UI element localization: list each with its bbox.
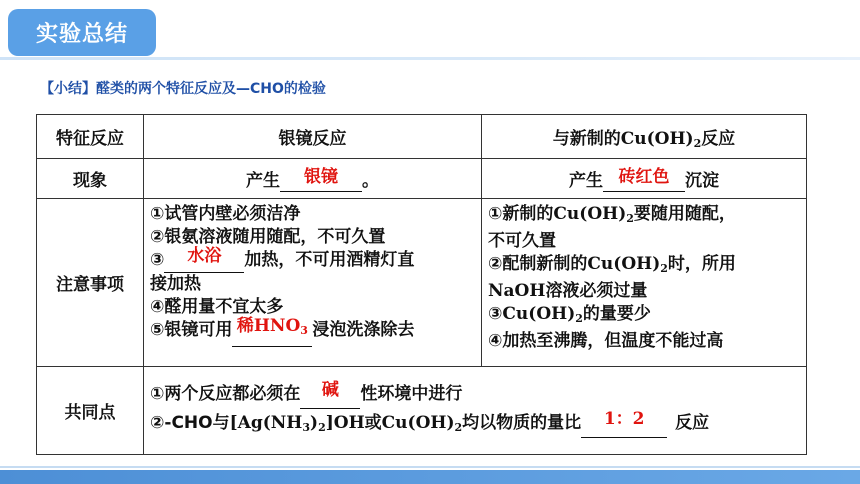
row-label-notes: 注意事项	[37, 199, 144, 367]
reaction-table	[36, 114, 807, 455]
silver-phenomenon-cell	[144, 159, 482, 199]
answer-blank-silver-mirror	[280, 166, 362, 192]
common-2-or: 或	[364, 412, 382, 433]
answer-blank-dilute-hno3	[232, 316, 312, 347]
answer-ratio: 1：2	[603, 408, 645, 429]
silver-note-5: ④醛用量不宜太多	[150, 297, 284, 317]
answer-brick-red: 砖红色	[618, 166, 670, 187]
common-point-2	[150, 409, 800, 442]
silver-note-3-post: 加热，不可用酒精灯直	[244, 250, 415, 270]
table-header-row	[37, 115, 807, 159]
answer-blank-water-bath	[164, 246, 244, 273]
cu-note-4-formula: NaOH	[488, 281, 546, 301]
cu-note-3-formula: Cu(OH)	[587, 254, 661, 274]
answer-dilute-hno3-text: 稀HNO	[236, 316, 301, 336]
row-label-common: 共同点	[37, 367, 144, 455]
common-2-pre: ②-CHO与	[150, 412, 230, 433]
footer-bar	[0, 470, 860, 484]
cu-note-5-pre: ③	[488, 304, 503, 324]
silver-phen-post: 。	[362, 170, 379, 191]
header-cell-silver: 银镜反应	[144, 115, 482, 159]
common-1-pre: ①两个反应都必须在	[150, 383, 301, 404]
common-point-1	[150, 380, 800, 409]
silver-note-3	[150, 246, 475, 273]
header-cell-feature: 特征反应	[37, 115, 144, 159]
cu-formula-common: Cu(OH)	[381, 412, 455, 433]
tollens-end: ]OH	[325, 412, 365, 433]
cu-note-1	[488, 203, 800, 230]
answer-dilute-hno3-sub: 3	[300, 324, 308, 337]
footer-divider	[0, 466, 860, 468]
cu-note-4	[488, 280, 800, 303]
cu-note-3-post: 时，所用	[667, 254, 736, 274]
silver-note-1: ①试管内壁必须洁净	[150, 204, 301, 224]
cu-note-2: 不可久置	[488, 231, 556, 251]
cu-note-5-formula: Cu(OH)	[502, 304, 576, 324]
silver-note-6-post: 浸泡洗涤除去	[312, 320, 415, 340]
header-cu-formula: Cu(OH)	[620, 128, 694, 149]
tollens-sub-1: 3	[302, 420, 311, 434]
cu-phen-post: 沉淀	[685, 170, 719, 191]
header-cu-post: 反应	[701, 128, 736, 149]
copper-notes-cell	[482, 199, 807, 367]
cu-phen-pre: 产生	[569, 170, 603, 191]
copper-phenomenon-cell	[482, 159, 807, 199]
silver-note-6	[150, 316, 475, 347]
cu-note-1-pre: ①新制的	[488, 204, 554, 224]
page-title-badge	[8, 9, 156, 56]
common-2-post: 反应	[675, 412, 710, 433]
silver-note-4: 接加热	[150, 274, 201, 294]
cu-note-3	[488, 253, 800, 280]
answer-alkaline: 碱	[321, 379, 339, 400]
header-cell-copper	[482, 115, 807, 159]
table-row-phenomenon	[37, 159, 807, 199]
answer-dilute-hno3	[237, 316, 308, 336]
answer-silver-mirror: 银镜	[304, 166, 338, 187]
tollens-mid: )	[310, 412, 319, 433]
cu-note-1-formula: Cu(OH)	[553, 204, 627, 224]
cu-note-1-sub: 2	[626, 212, 634, 225]
cu-note-5	[488, 303, 800, 330]
silver-notes-cell	[144, 199, 482, 367]
header-cu-sub: 2	[693, 136, 702, 150]
cu-note-5-sub: 2	[575, 312, 583, 325]
cu-note-1-post: 要随用随配，	[633, 204, 736, 224]
silver-note-2: ②银氨溶液随用随配，不可久置	[150, 227, 386, 247]
row-label-phenomenon: 现象	[37, 159, 144, 199]
cu-note-6: ④加热至沸腾，但温度不能过高	[488, 331, 724, 351]
answer-blank-alkaline	[300, 380, 360, 409]
header-cu-pre: 与新制的	[552, 128, 621, 149]
common-points-cell	[144, 367, 807, 455]
cu-formula-common-sub: 2	[454, 420, 463, 434]
cu-note-3-pre: ②配制新制的	[488, 254, 588, 274]
answer-blank-brick-red	[603, 166, 685, 192]
silver-note-3-pre: ③	[150, 250, 165, 270]
cu-note-3-sub: 2	[660, 262, 668, 275]
silver-note-6-pre: ⑤银镜可用	[150, 320, 233, 340]
tollens-f1: [Ag(NH	[229, 412, 303, 433]
answer-blank-ratio	[581, 409, 667, 438]
tollens-formula	[230, 413, 365, 433]
page-title: 实验总结	[35, 22, 128, 47]
silver-phen-pre: 产生	[246, 170, 280, 191]
table-row-common	[37, 367, 807, 455]
common-2-mid: 均以物质的量比	[462, 412, 582, 433]
tollens-sub-2: 2	[318, 420, 326, 434]
header-divider	[0, 57, 860, 60]
cu-note-4-post: 溶液必须过量	[545, 281, 648, 301]
cu-note-5-post: 的量要少	[582, 304, 651, 324]
table-row-notes	[37, 199, 807, 367]
answer-water-bath: 水浴	[187, 246, 222, 266]
summary-title: 【小结】醛类的两个特征反应及—CHO的检验	[40, 81, 326, 97]
common-1-post: 性环境中进行	[360, 383, 463, 404]
